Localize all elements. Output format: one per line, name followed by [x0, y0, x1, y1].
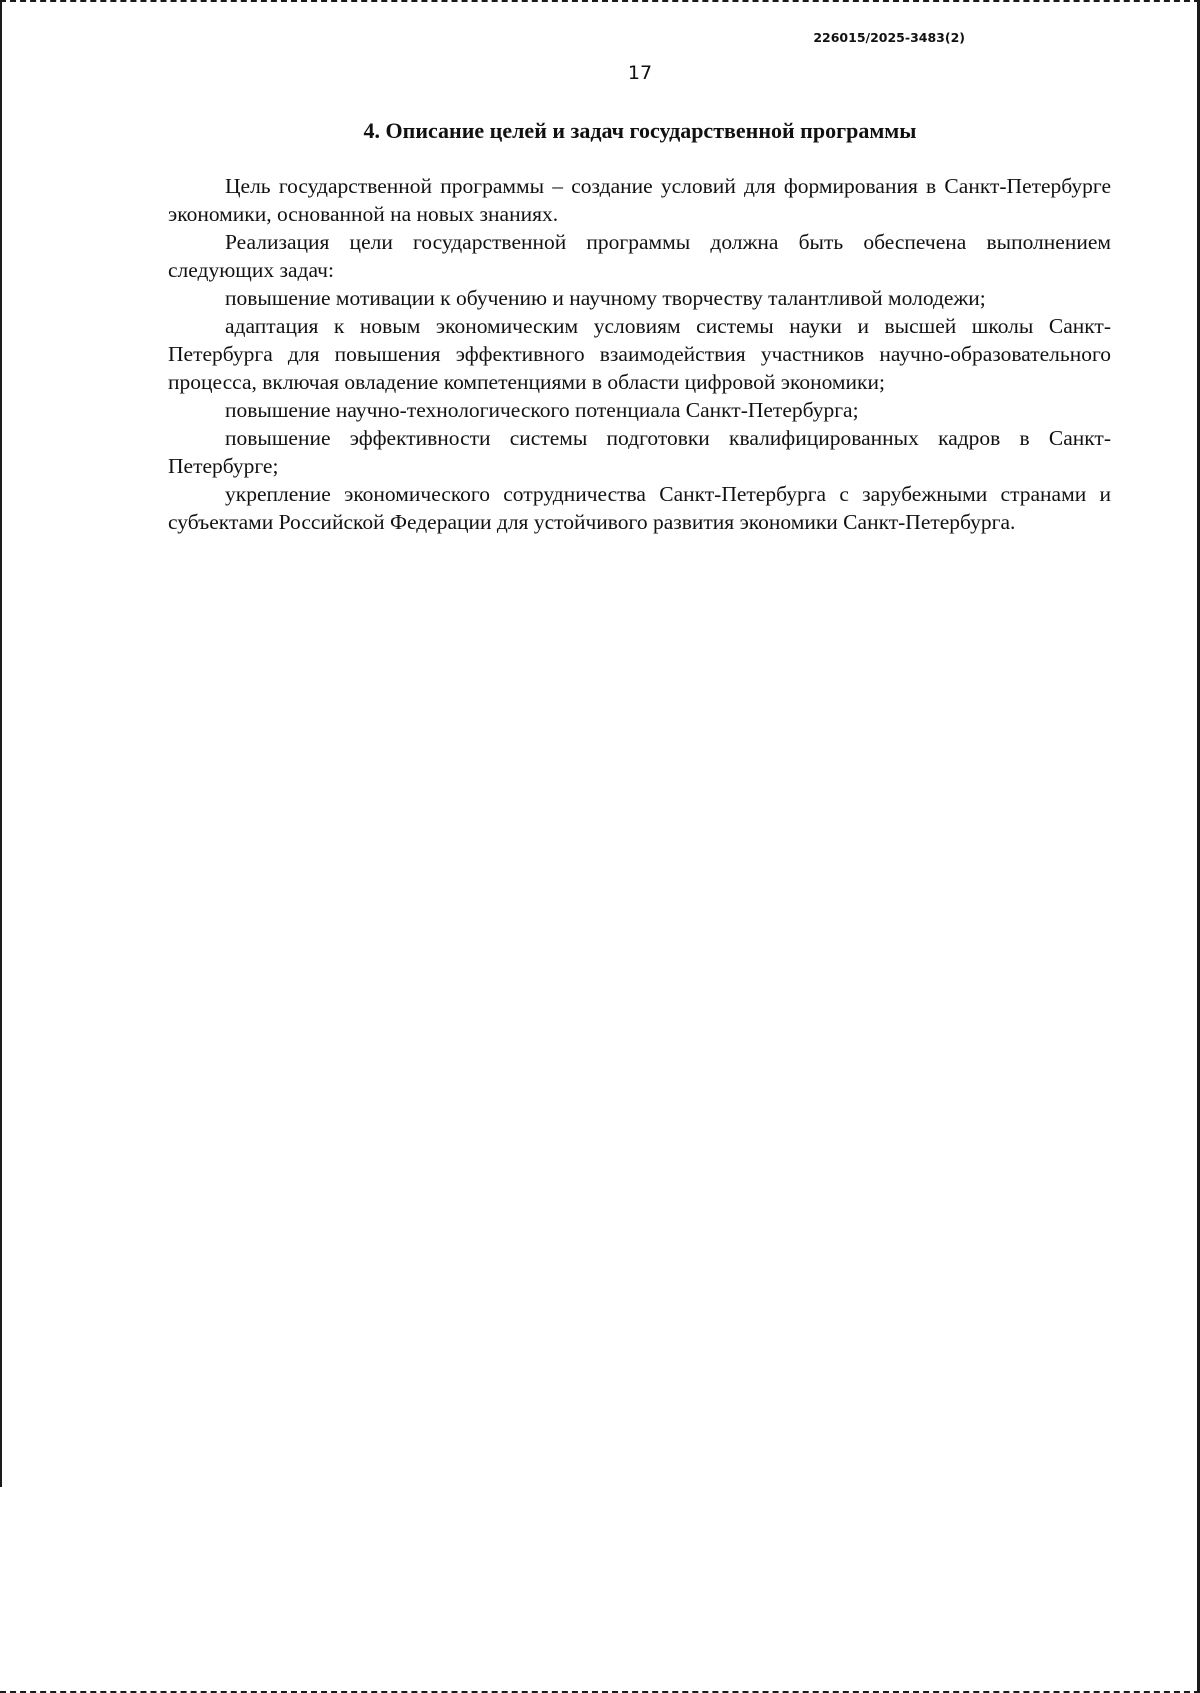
paragraph-goal: Цель государственной программы – создание условий для формирования в Санкт-Петербурге экономики, основанной на новых знаниях. [168, 174, 1111, 226]
scan-edge-top [0, 0, 1200, 2]
section-title: 4. Описание целей и задач государственной программы [363, 118, 917, 143]
task-item: адаптация к новым экономическим условиям системы науки и высшей школы Санкт-Петербурга для повышения эффективного взаимодействия участников научно-образовательного процесса, включая овладение компетенциями в области цифровой экономики; [168, 314, 1111, 394]
document-body [168, 172, 1111, 536]
task-item: укрепление экономического сотрудничества Санкт-Петербурга с зарубежными странами и субъектами Российской Федерации для устойчивого развития экономики Санкт-Петербурга. [168, 482, 1111, 534]
task-item: повышение научно-технологического потенциала Санкт-Петербурга; [225, 398, 859, 422]
task-item: повышение эффективности системы подготовки квалифицированных кадров в Санкт-Петербурге; [168, 426, 1111, 478]
paragraph-tasks-intro: Реализация цели государственной программы должна быть обеспечена выполнением следующих задач: [168, 230, 1111, 282]
task-item: повышение мотивации к обучению и научному творчеству талантливой молодежи; [225, 286, 986, 310]
page-number: 17 [627, 62, 653, 84]
document-reference-number: 226015/2025-3483(2) [813, 30, 965, 45]
scan-edge-left [0, 0, 2, 1487]
